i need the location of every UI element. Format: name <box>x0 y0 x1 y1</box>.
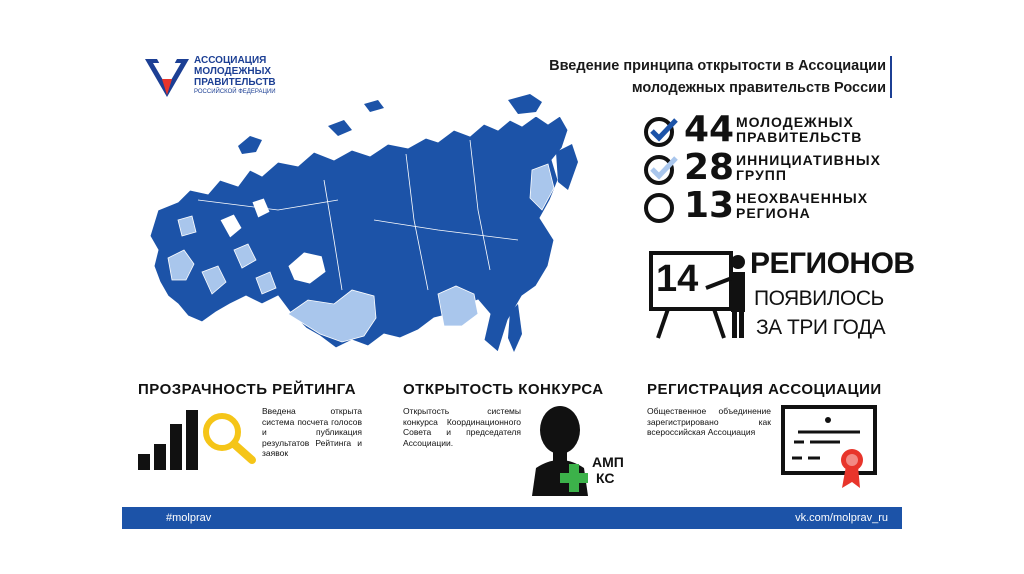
stat-number: 44 <box>684 109 735 150</box>
logo-line-4: РОССИЙСКОЙ ФЕДЕРАЦИИ <box>194 89 276 95</box>
contest-badge <box>592 454 624 486</box>
title-accent-bar <box>890 56 892 98</box>
stat-label-line-2: РЕГИОНА <box>736 205 811 221</box>
title-line-2: молодежных правительств России <box>631 80 886 96</box>
stat-label-line-1: НЕОХВАЧЕННЫХ <box>736 190 869 206</box>
russia-map <box>138 90 598 362</box>
page-title <box>549 55 886 99</box>
board-number: 14 <box>656 258 699 300</box>
title-line-1: Введение принципа открытости в Ассоциации <box>549 58 886 74</box>
stat-number: 13 <box>684 185 735 226</box>
check-circle-light-icon <box>644 154 680 186</box>
empty-circle-icon <box>644 192 680 224</box>
board-line-2: ПОЯВИЛОСЬ <box>754 287 884 310</box>
board-line-3: ЗА ТРИ ГОДА <box>756 316 886 339</box>
contest-badge-line-2: КС <box>596 470 615 486</box>
stat-label-line-1: ИННИЦИАТИВНЫХ <box>736 152 881 168</box>
logo-line-3: ПРАВИТЕЛЬСТВ <box>194 77 276 88</box>
registration-section-text: Общественное объединение зарегистрировано как всероссийская Ассоциация <box>647 406 771 437</box>
bar-chart-icon <box>136 408 210 472</box>
logo-line-2: МОЛОДЕЖНЫХ <box>194 66 272 77</box>
certificate-icon <box>780 404 884 490</box>
contest-section-text: Открытость системы конкурса Координационного Совета и председателя Ассоциации. <box>403 406 521 448</box>
footer-bar <box>122 507 902 529</box>
contest-badge-line-1: АМП <box>592 454 624 470</box>
plus-icon <box>558 462 590 494</box>
stat-label-line-2: ПРАВИТЕЛЬСТВ <box>736 129 863 145</box>
rating-section-title: ПРОЗРАЧНОСТЬ РЕЙТИНГА <box>138 381 357 398</box>
board-line-1: РЕГИОНОВ <box>750 247 915 280</box>
stat-number: 28 <box>684 147 735 188</box>
logo-line-1: АССОЦИАЦИЯ <box>194 55 267 66</box>
check-circle-dark-icon <box>644 116 680 148</box>
footer-hashtag[interactable]: #molprav <box>166 512 212 524</box>
magnifier-icon <box>200 410 258 466</box>
footer-link[interactable]: vk.com/molprav_ru <box>795 512 888 524</box>
stat-label-line-1: МОЛОДЕЖНЫХ <box>736 114 854 130</box>
stat-label-line-2: ГРУПП <box>736 167 787 183</box>
registration-section-title: РЕГИСТРАЦИЯ АССОЦИАЦИИ <box>647 381 882 398</box>
rating-section-text: Введена открыта система посчета голосов и публикация результатов Рейтинга и заявок <box>262 406 362 458</box>
contest-section-title: ОТКРЫТОСТЬ КОНКУРСА <box>403 381 604 398</box>
